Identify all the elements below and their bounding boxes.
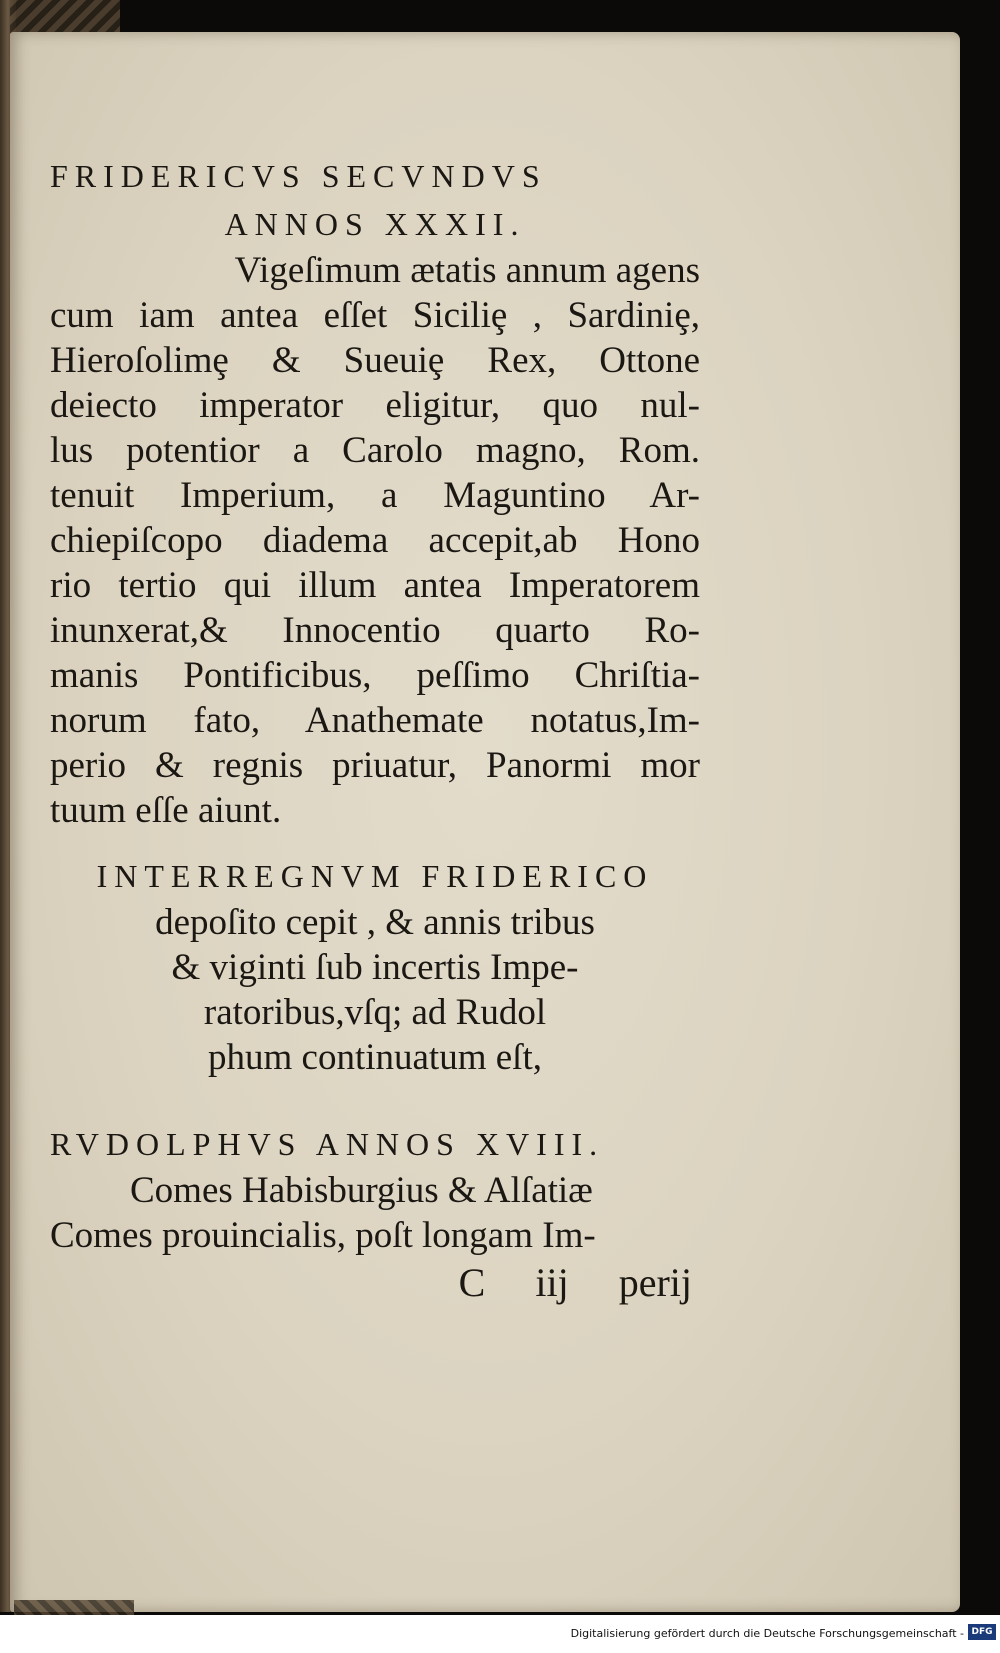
text-line: ratoribus,vſq; ad Rudol: [203, 992, 547, 1033]
binding-top: [10, 0, 120, 34]
footer-credit: Digitalisierung gefördert durch die Deutsche Forschungsgemeinschaft -: [570, 1627, 964, 1640]
text-line: chiepiſcopo diadema accepit,ab Hono: [50, 520, 700, 561]
text-line: manis Pontificibus, peſſimo Chriſtia-: [50, 655, 700, 696]
text-line: tenuit Imperium, a Maguntino Ar-: [50, 475, 700, 516]
text-line: & viginti ſub incertis Impe-: [171, 947, 579, 988]
text-line: Comes Habisburgius & Alſatiæ: [130, 1170, 593, 1211]
footer-bar: [0, 1615, 1000, 1653]
signature-catchword: C iij perij: [458, 1260, 692, 1305]
text-line: Hieroſolimȩ & Sueuiȩ Rex, Ottone: [50, 340, 700, 381]
text-line: tuum eſſe aiunt.: [50, 790, 282, 831]
text-line: lus potentior a Carolo magno, Rom.: [50, 430, 700, 471]
section-heading: RVDOLPHVS ANNOS XVIII.: [50, 1126, 605, 1162]
text-line: depoſito cepit , & annis tribus: [155, 902, 595, 943]
dfg-logo: DFG: [968, 1624, 996, 1640]
book-page: [10, 32, 960, 1612]
text-line: phum continuatum eſt,: [208, 1037, 542, 1078]
section-fridericus: [50, 152, 700, 833]
text-line: inunxerat,& Innocentio quarto Ro-: [50, 610, 700, 651]
text-line: deiecto imperator eligitur, quo nul-: [50, 385, 700, 426]
text-line: Comes prouincialis, poſt longam Im-: [50, 1215, 596, 1256]
text-line: perio & regnis priuatur, Panormi mor: [50, 745, 700, 786]
section-heading: FRIDERICVS SECVNDVS: [50, 158, 547, 194]
section-rudolphus: [50, 1120, 700, 1308]
section-heading-sub: ANNOS XXXII.: [224, 206, 526, 242]
text-line: norum fato, Anathemate notatus,Im-: [50, 700, 700, 741]
section-interregnum: [50, 852, 700, 1080]
text-line: rio tertio qui illum antea Imperatorem: [50, 565, 700, 606]
text-line: cum iam antea eſſet Siciliȩ , Sardiniȩ,: [50, 295, 700, 336]
section-heading: INTERREGNVM FRIDERICO: [96, 858, 654, 894]
text-line: Vigeſimum ætatis annum agens: [234, 250, 700, 291]
